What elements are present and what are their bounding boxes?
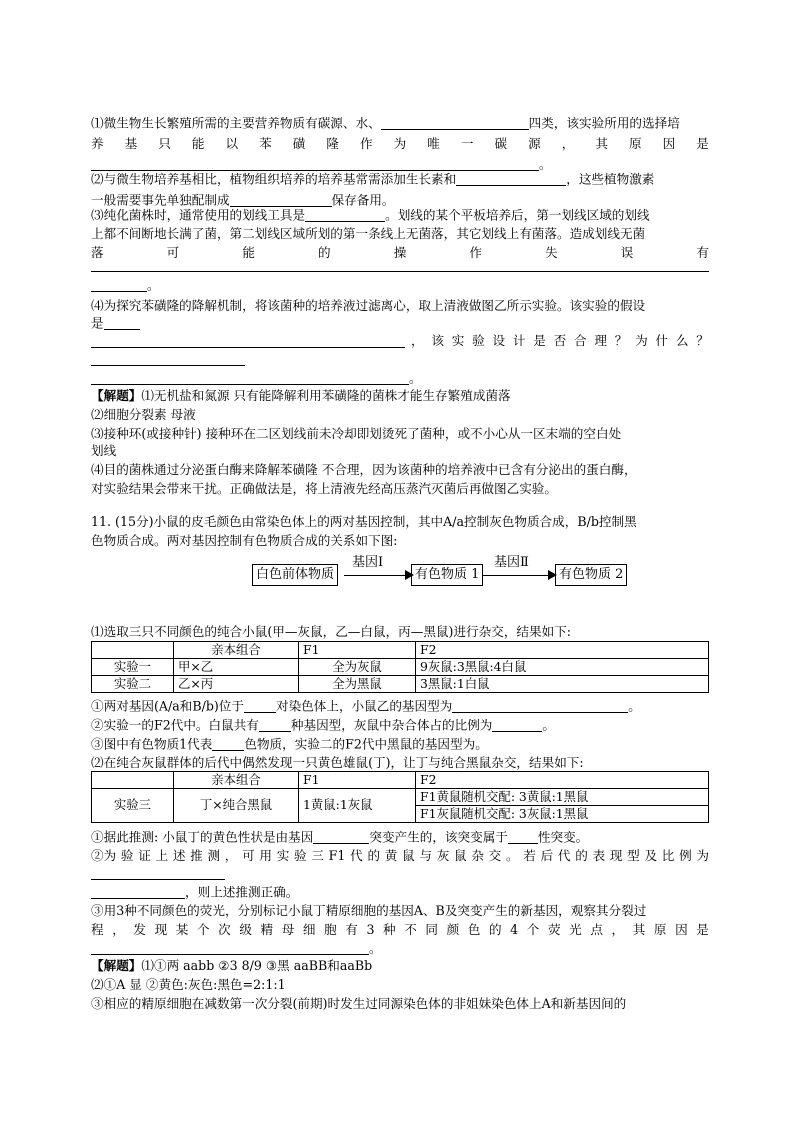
- pathway-gene2-label: 基因Ⅱ: [494, 555, 529, 570]
- text: 色物质，实验二的F2代中黑鼠的基因型为: [244, 736, 476, 752]
- table-cell: 9灰鼠:3黑鼠:4白鼠: [416, 659, 709, 676]
- answer-blank[interactable]: [244, 700, 276, 713]
- q10-p3-line3: [91, 247, 709, 260]
- q10-p4-line1: [91, 300, 645, 313]
- text: 。划线的某个平板培养后，第一划线区域的划线: [385, 207, 650, 223]
- char: 型: [627, 848, 640, 863]
- table-header-row: [92, 642, 709, 659]
- q11-part2-q1: [91, 831, 588, 844]
- q11-intro-line2: [91, 535, 398, 548]
- text: ⑶纯化菌株时，通常使用的划线工具是: [91, 207, 306, 223]
- char: 该: [431, 333, 444, 348]
- text: ③用3种不同颜色的荧光，分别标记小鼠丁精原细胞的基因A、B及突变产生的新基因，观察其分裂过: [91, 903, 647, 918]
- char: 个: [526, 922, 540, 937]
- text: 保存备用。: [331, 192, 395, 208]
- char: 与: [419, 848, 432, 863]
- char: 个: [196, 922, 210, 937]
- q10-p1-line3: [91, 158, 552, 171]
- q10-answer-line3: [91, 428, 621, 441]
- char: 及: [644, 848, 658, 863]
- char: 为: [696, 848, 709, 863]
- pathway-gene1-label: 基因Ⅰ: [352, 555, 384, 570]
- char: 代: [557, 848, 571, 863]
- table-cell: 实验一: [92, 659, 174, 676]
- answer-blank[interactable]: [230, 194, 332, 207]
- q11-answer-line2: [91, 979, 286, 992]
- char: 合: [574, 333, 587, 348]
- answer-blank[interactable]: [91, 372, 409, 385]
- table-row: [92, 789, 709, 806]
- char: 种: [383, 922, 396, 937]
- q11-part1-q1: [91, 700, 641, 713]
- char: 否: [553, 333, 567, 348]
- table-cell: 甲×乙: [174, 659, 299, 676]
- char: 母: [281, 922, 295, 937]
- char: 是: [696, 922, 709, 937]
- text: ①据此推测: 小鼠丁的黄色性状是由基因: [91, 829, 314, 845]
- char: 的: [318, 245, 331, 260]
- char: 鼠: [402, 848, 415, 863]
- q11-part2-q3-line3: [91, 942, 382, 955]
- answer-line[interactable]: [91, 270, 709, 272]
- char: 色: [467, 922, 481, 937]
- char: 程: [91, 922, 104, 937]
- q10-p2-line2: [91, 194, 395, 207]
- char: 原: [653, 922, 667, 937]
- char: 可: [242, 848, 255, 863]
- char: 光: [569, 922, 582, 937]
- char: 用: [259, 848, 272, 863]
- char: 原: [629, 136, 642, 151]
- experiment-table-1: [91, 641, 709, 693]
- char: 有: [696, 245, 709, 260]
- table-cell: 亲本组合: [174, 772, 299, 789]
- char: 苯: [259, 136, 272, 151]
- char: 4: [510, 922, 519, 937]
- answer-label: 【解题】: [91, 958, 142, 973]
- q11-part2-q2-cont: [91, 886, 298, 899]
- char: 现: [609, 848, 623, 863]
- q10-answer-line1: [91, 390, 511, 403]
- char: ？: [614, 333, 628, 348]
- q10-p1-line1: [91, 117, 680, 130]
- text: 上都不间断地长满了菌，第二划线区域所划的第一条线上无菌落，其它划线上有菌落。造成划线无菌: [91, 226, 646, 241]
- q11-answer-line3: [91, 998, 626, 1011]
- text: 性突变。: [537, 829, 589, 845]
- char: 上: [155, 848, 169, 863]
- text: ②实验一的F2代中。白鼠共有: [91, 717, 259, 733]
- q10-answer-line2: [91, 409, 196, 422]
- char: 是: [533, 333, 546, 348]
- text: ⑵在纯合灰鼠群体的后代中偶然发现一只黄色雄鼠(丁)，让丁与纯合黑鼠杂交，结果如下:: [91, 755, 584, 770]
- char: 以: [225, 136, 239, 151]
- q10-p3-line2: [91, 228, 645, 241]
- pathway-box-colored2: 有色物质 2: [555, 564, 627, 586]
- char: 3: [366, 922, 375, 937]
- answer-blank[interactable]: [508, 831, 538, 844]
- char: 一: [460, 136, 474, 151]
- text: ⑴选取三只不同颜色的纯合小鼠(甲—灰鼠，乙—白鼠，丙—黑鼠)进行杂交，结果如下:: [91, 624, 572, 639]
- char: 比: [661, 848, 675, 863]
- arrow-line: [344, 575, 406, 576]
- table-cell: [92, 642, 174, 659]
- char: 精: [260, 922, 274, 937]
- char: 养: [91, 136, 104, 151]
- char: 作: [360, 136, 373, 151]
- char: 的: [488, 922, 502, 937]
- char: 落: [91, 245, 104, 260]
- text: ⑴微生物生长繁殖所需的主要营养物质有碳源、水、: [91, 115, 381, 131]
- table-cell: 全为黑鼠: [299, 676, 416, 693]
- char: 后: [540, 848, 554, 863]
- table-cell: F1: [299, 642, 416, 659]
- text: 对实验结果会带来干扰。正确做法是，将上清液先经高压蒸汽灭菌后再做图乙实验。: [91, 481, 557, 496]
- char: 现: [154, 922, 168, 937]
- char: 若: [523, 848, 536, 863]
- answer-blank[interactable]: [259, 719, 291, 732]
- q11-part2-intro: [91, 757, 584, 770]
- answer-blank[interactable]: [456, 173, 566, 186]
- pathway-box-colored1: 有色物质 1: [411, 564, 483, 586]
- table-header-row: [92, 772, 709, 789]
- char: 验: [294, 848, 307, 863]
- answer-blank[interactable]: [452, 700, 628, 713]
- text: 一般需要事先单独配制成: [91, 192, 230, 208]
- table-cell: 全为灰鼠: [299, 659, 416, 676]
- char: 同: [425, 922, 439, 937]
- table-cell: F2: [416, 642, 709, 659]
- answer-blank[interactable]: [91, 158, 539, 171]
- q10-p4-line4: [91, 372, 422, 385]
- char: 推: [190, 848, 203, 863]
- experiment-table-2: [91, 771, 709, 823]
- char: 唯: [427, 136, 440, 151]
- q10-answer-line6: [91, 483, 557, 496]
- answer-blank[interactable]: [305, 209, 385, 222]
- char: 磺: [292, 136, 306, 151]
- text: 。: [409, 370, 422, 386]
- text: ⑵①A 显 ②黄色:灰色:黑色=2:1:1: [91, 977, 286, 992]
- char: 是: [696, 136, 709, 151]
- text: ，则上述推测正确。: [185, 884, 299, 900]
- q11-intro-line1: [91, 516, 637, 529]
- answer-blank[interactable]: [212, 738, 244, 751]
- answer-blank[interactable]: [91, 279, 147, 292]
- char: 计: [512, 333, 526, 348]
- char: 述: [172, 848, 186, 863]
- char: 为: [393, 136, 407, 151]
- char: 测: [207, 848, 221, 863]
- char: 隆: [326, 136, 339, 151]
- char: 实: [276, 848, 290, 863]
- char: 碳: [494, 136, 508, 151]
- text: ⑵细胞分裂素 母液: [91, 407, 196, 422]
- table-cell: 实验二: [92, 676, 174, 693]
- table-cell: [92, 772, 174, 789]
- char: F1: [328, 848, 346, 863]
- char: 次: [218, 922, 231, 937]
- char: 理: [594, 333, 607, 348]
- char: 只: [158, 136, 171, 151]
- table-cell: 丁×纯合黑鼠: [174, 789, 299, 823]
- char: 可: [166, 245, 180, 260]
- char: 胞: [324, 922, 337, 937]
- char: 能: [242, 245, 255, 260]
- text: 突变产生的，该突变属于: [369, 829, 508, 845]
- answer-blank[interactable]: [381, 117, 529, 130]
- q10-p4-line3: [411, 335, 709, 348]
- text: 。: [628, 698, 641, 714]
- char: 为: [635, 333, 648, 348]
- answer-line[interactable]: [91, 364, 245, 366]
- char: ？: [696, 333, 709, 348]
- char: 设: [492, 333, 506, 348]
- char: 黄: [384, 848, 398, 863]
- char: 三: [311, 848, 324, 863]
- text: 。: [147, 277, 160, 293]
- q10-answer-line5: [91, 464, 637, 477]
- text: ①两对基因(A/a和B/b)位于: [91, 698, 244, 714]
- table-cell: F1黄鼠随机交配: 3黄鼠:1黑鼠: [416, 789, 709, 806]
- char: 证: [138, 848, 151, 863]
- table-cell: F2: [416, 772, 709, 789]
- text: ⑵与微生物培养基相比，植物组织培养的培养基常需添加生长素和: [91, 171, 457, 187]
- text: 四类，该实验所用的选择培: [528, 115, 680, 131]
- char: 灰: [436, 848, 450, 863]
- text: ⑴无机盐和氮源 只有能降解利用苯磺隆的菌株才能生存繁殖成菌落: [141, 388, 511, 403]
- char: 实: [451, 333, 465, 348]
- text: 是: [91, 315, 104, 331]
- char: ，: [224, 848, 238, 863]
- answer-blank[interactable]: [313, 831, 369, 844]
- table-cell: 1黄鼠:1灰鼠: [299, 789, 416, 823]
- q10-p4-line2: [91, 317, 140, 330]
- text: ⑶接种环(或接种针) 接种环在二区划线前未冷却即划烫死了菌种，或不小心从一区末端的空白处: [91, 426, 622, 441]
- answer-blank[interactable]: [492, 719, 542, 732]
- answer-label: 【解题】: [91, 388, 142, 403]
- table-cell: 3黑鼠:1白鼠: [416, 676, 709, 693]
- char: 鼠: [454, 848, 467, 863]
- text: ③相应的精原细胞在减数第一次分裂(前期)时发生过同源染色体的非姐妹染色体上A和新基因间的: [91, 996, 627, 1011]
- char: 表: [592, 848, 606, 863]
- char: 颜: [446, 922, 460, 937]
- text: 划线: [91, 443, 117, 458]
- char: 交: [488, 848, 502, 863]
- char: 验: [120, 848, 134, 863]
- char: 点: [590, 922, 603, 937]
- table-cell: F1灰鼠随机交配: 3灰鼠:1黑鼠: [416, 806, 709, 823]
- table-cell: 亲本组合: [174, 642, 299, 659]
- table-row: [92, 659, 709, 676]
- text: ⑷为探究苯磺隆的降解机制，将该菌种的培养液过滤离心，取上清液做图乙所示实验。该实验的假设: [91, 298, 646, 313]
- answer-line[interactable]: [91, 346, 405, 348]
- char: 误: [620, 245, 634, 260]
- answer-blank[interactable]: [91, 886, 185, 899]
- q10-p3-line1: [91, 209, 650, 222]
- pathway-box-precursor: 白色前体物质: [252, 564, 338, 586]
- q11-part1-q2: [91, 719, 555, 732]
- char: 失: [545, 245, 558, 260]
- q10-answer-line4: [91, 445, 116, 458]
- q10-p3-line4: [91, 279, 160, 292]
- text: ③图中有色物质1代表: [91, 736, 213, 752]
- char: 操: [393, 245, 407, 260]
- table-row: [92, 676, 709, 693]
- char: 么: [675, 333, 689, 348]
- char: 作: [469, 245, 482, 260]
- char: 其: [595, 136, 608, 151]
- char: ，: [611, 922, 625, 937]
- text: 11. (15分)小鼠的皮毛颜色由常染色体上的两对基因控制，其中A/a控制灰色物质合成，B/b控制黑: [91, 514, 637, 529]
- char: 杂: [471, 848, 484, 863]
- char: 因: [662, 136, 676, 151]
- text: 。: [539, 156, 552, 172]
- text: 对染色体上，小鼠乙的基因型为: [275, 698, 453, 714]
- text: 。: [475, 736, 488, 752]
- char: 级: [239, 922, 252, 937]
- char: 因: [675, 922, 688, 937]
- answer-blank[interactable]: [104, 317, 140, 330]
- char: 某: [175, 922, 189, 937]
- q10-p1-line2: [91, 138, 709, 151]
- arrow-line: [483, 575, 549, 576]
- char: ，: [112, 922, 125, 937]
- char: 基: [124, 136, 138, 151]
- text: ⑴①两 aabb ②3 8/9 ③黑 aaBB和aaBb: [141, 958, 373, 973]
- char: 发: [133, 922, 146, 937]
- text: 。: [369, 940, 382, 956]
- char: ，: [411, 333, 424, 348]
- char: ②为: [91, 848, 117, 863]
- char: 验: [472, 333, 485, 348]
- answer-line[interactable]: [91, 878, 225, 880]
- table-cell: 实验三: [92, 789, 174, 823]
- table-cell: 乙×丙: [174, 676, 299, 693]
- q11-answer-line1: [91, 960, 372, 973]
- char: 源: [528, 136, 541, 151]
- table-cell: F1: [299, 772, 416, 789]
- char: 有: [345, 922, 358, 937]
- q11-part1-q3: [91, 738, 488, 751]
- char: 什: [655, 333, 669, 348]
- text: ，这些植物激素: [566, 171, 655, 187]
- q11-part2-q3-line1: [91, 905, 646, 918]
- text: 。: [542, 717, 555, 733]
- char: 细: [302, 922, 316, 937]
- char: ，: [561, 136, 575, 151]
- text: ⑷目的菌株通过分泌蛋白酶来降解苯磺隆 不合理，因为该菌种的培养液中已含有分泌出的蛋白酶，: [91, 462, 637, 477]
- char: 其: [632, 922, 646, 937]
- char: 例: [679, 848, 692, 863]
- char: 代: [350, 848, 363, 863]
- char: 的: [367, 848, 381, 863]
- q10-p2-line1: [91, 173, 654, 186]
- q11-part2-q2: [91, 850, 709, 863]
- text: 色物质合成。两对基因控制有色物质合成的关系如下图:: [91, 533, 398, 548]
- char: 不: [404, 922, 417, 937]
- char: 荧: [547, 922, 561, 937]
- q11-part1-intro: [91, 626, 571, 639]
- char: 。: [505, 848, 519, 863]
- char: 的: [575, 848, 588, 863]
- answer-blank[interactable]: [91, 942, 369, 955]
- q11-part2-q3-line2: [91, 924, 709, 937]
- text: 种基因型，灰鼠中杂合体占的比例为: [290, 717, 493, 733]
- char: 能: [191, 136, 205, 151]
